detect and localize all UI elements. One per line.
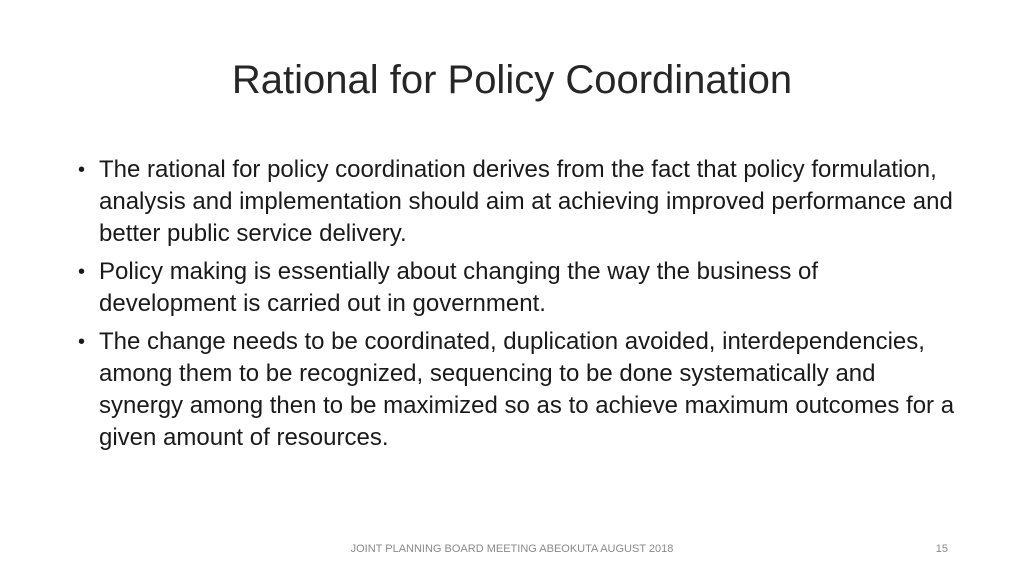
- bullet-item: [72, 154, 962, 250]
- bullet-list: [72, 154, 962, 460]
- bullet-item: [72, 326, 962, 454]
- bullet-icon: •: [78, 261, 86, 283]
- slide-title: Rational for Policy Coordination: [231, 58, 793, 102]
- bullet-text: Policy making is essentially about changing the way the business of development is carried out in government.: [99, 258, 819, 317]
- page-number: 15: [935, 543, 948, 555]
- slide-footer: JOINT PLANNING BOARD MEETING ABEOKUTA AUGUST 2018: [350, 543, 674, 555]
- bullet-item: [72, 256, 962, 320]
- bullet-icon: •: [78, 159, 86, 181]
- bullet-icon: •: [78, 331, 86, 353]
- bullet-text: The change needs to be coordinated, duplication avoided, interdependencies, among them to be recognized, sequencing to be done systematically and synergy among then to be maximized so as to achieve maximum outcomes for a given amount of resources.: [99, 328, 955, 451]
- bullet-text: The rational for policy coordination derives from the fact that policy formulation, analysis and implementation should aim at achieving improved performance and better public service delivery.: [99, 156, 953, 247]
